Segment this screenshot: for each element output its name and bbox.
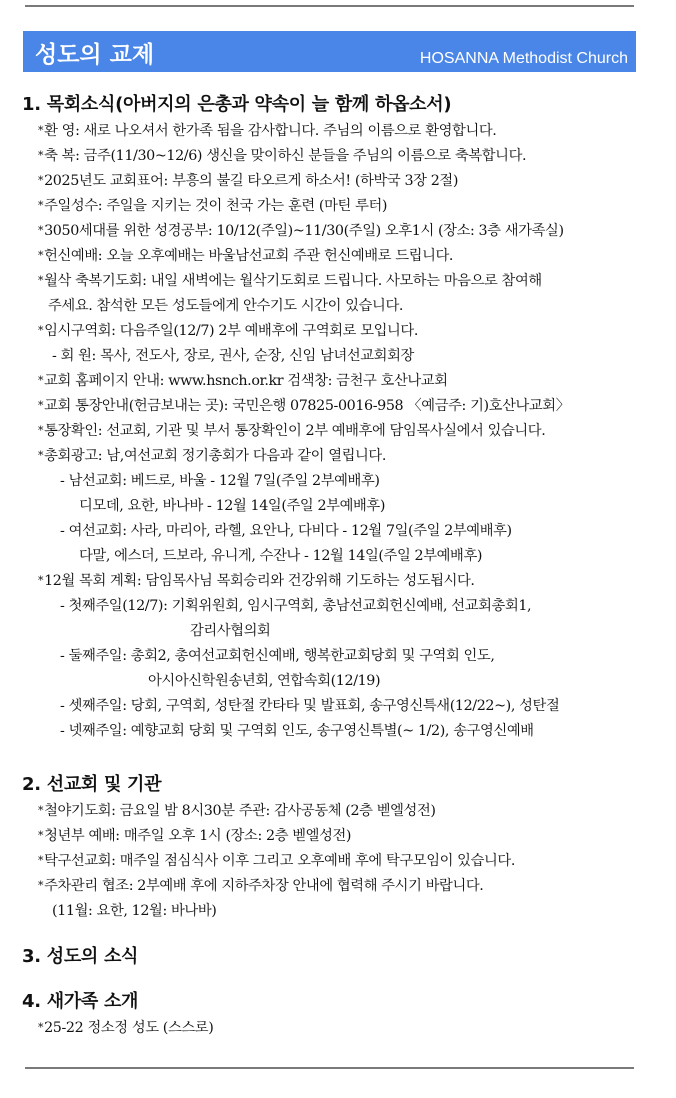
list-item: *교회 통장안내(헌금보내는 곳): 국민은행 07825-0016-958 〈예금주: 기)호산나교회〉: [38, 398, 570, 414]
bullet-icon: *: [38, 124, 44, 137]
section-title-new-family: 4. 새가족 소개: [22, 991, 139, 1012]
list-item: *주차관리 협조: 2부예배 후에 지하주차장 안내에 협력해 주시기 바랍니다.: [38, 878, 484, 894]
list-item-sub: - 여선교회: 사라, 마리아, 라헬, 요안나, 다비다 - 12월 7일(주일 2부예배후): [60, 523, 512, 539]
bullet-icon: *: [38, 574, 44, 587]
list-item: *통장확인: 선교회, 기관 및 부서 통장확인이 2부 예배후에 담임목사실에서 있습니다.: [38, 423, 546, 439]
bullet-icon: *: [38, 854, 44, 867]
list-item: *임시구역회: 다음주일(12/7) 2부 예배후에 구역회로 모입니다.: [38, 323, 418, 339]
list-item: *헌신예배: 오늘 오후예배는 바울남선교회 주관 헌신예배로 드립니다.: [38, 248, 454, 264]
bullet-icon: *: [38, 224, 44, 237]
banner-title: 성도의 교제: [35, 42, 155, 68]
list-item: *25-22 정소정 성도 (스스로): [38, 1020, 214, 1036]
bullet-icon: *: [38, 1021, 44, 1034]
list-item-sub: - 셋째주일: 당회, 구역회, 성탄절 칸타타 및 발표회, 송구영신특새(12/22~), 성탄절: [60, 698, 560, 714]
bottom-divider: [25, 1067, 634, 1069]
list-item: *철야기도회: 금요일 밤 8시30분 주관: 감사공동체 (2층 벧엘성전): [38, 803, 436, 819]
bullet-icon: *: [38, 174, 44, 187]
page-banner: [23, 31, 636, 72]
list-item-continuation: 감리사협의회: [190, 623, 271, 639]
bullet-icon: *: [38, 804, 44, 817]
list-item: *12월 목회 계획: 담임목사님 목회승리와 건강위해 기도하는 성도됩시다.: [38, 573, 475, 589]
list-item-continuation: 주세요. 참석한 모든 성도들에게 안수기도 시간이 있습니다.: [48, 298, 404, 314]
bullet-icon: *: [38, 199, 44, 212]
bullet-icon: *: [38, 399, 44, 412]
list-item-sub: - 회 원: 목사, 전도사, 장로, 권사, 순장, 신임 남녀선교회회장: [52, 348, 414, 364]
bullet-icon: *: [38, 374, 44, 387]
list-item-sub: - 둘째주일: 총회2, 총여선교회헌신예배, 행복한교회당회 및 구역회 인도,: [60, 648, 495, 664]
list-item: *2025년도 교회표어: 부흥의 불길 타오르게 하소서! (하박국 3장 2절): [38, 173, 459, 189]
list-item-sub: - 남선교회: 베드로, 바울 - 12월 7일(주일 2부예배후): [60, 473, 380, 489]
bullet-icon: *: [38, 879, 44, 892]
section-title-pastoral-news: 1. 목회소식(아버지의 은총과 약속이 늘 함께 하옵소서): [22, 94, 452, 115]
list-item: *환 영: 새로 나오셔서 한가족 됨을 감사합니다. 주님의 이름으로 환영합니다.: [38, 123, 497, 139]
list-item: *교회 홈페이지 안내: www.hsnch.or.kr 검색창: 금천구 호산나교회: [38, 373, 448, 389]
list-item-sub: - 첫째주일(12/7): 기획위원회, 임시구역회, 총남선교회헌신예배, 선교회총회1,: [60, 598, 532, 614]
church-name: HOSANNA Methodist Church: [419, 50, 628, 67]
list-item-continuation: (11월: 요한, 12월: 바나바): [52, 903, 217, 919]
list-item-continuation: 아시아신학원송년회, 연합속회(12/19): [148, 673, 381, 689]
bullet-icon: *: [38, 324, 44, 337]
list-item: *탁구선교회: 매주일 점심식사 이후 그리고 오후예배 후에 탁구모임이 있습니다.: [38, 853, 515, 869]
bullet-icon: *: [38, 424, 44, 437]
list-item: *총회광고: 남,여선교회 정기총회가 다음과 같이 열립니다.: [38, 448, 386, 464]
list-item: *3050세대를 위한 성경공부: 10/12(주일)~11/30(주일) 오후1시 (장소: 3층 새가족실): [38, 223, 564, 239]
bullet-icon: *: [38, 449, 44, 462]
bullet-icon: *: [38, 149, 44, 162]
section-title-member-news: 3. 성도의 소식: [22, 946, 139, 967]
bullet-icon: *: [38, 274, 44, 287]
list-item-continuation: 다말, 에스더, 드보라, 유니게, 수잔나 - 12월 14일(주일 2부예배후): [79, 548, 483, 564]
bullet-icon: *: [38, 249, 44, 262]
list-item: *주일성수: 주일을 지키는 것이 천국 가는 훈련 (마틴 루터): [38, 198, 388, 214]
bullet-icon: *: [38, 829, 44, 842]
list-item-continuation: 디모데, 요한, 바나바 - 12월 14일(주일 2부예배후): [79, 498, 385, 514]
list-item: *축 복: 금주(11/30~12/6) 생신을 맞이하신 분들을 주님의 이름으로 축복합니다.: [38, 148, 527, 164]
section-title-missions: 2. 선교회 및 기관: [22, 774, 162, 795]
top-divider: [25, 5, 634, 7]
list-item: *월삭 축복기도회: 내일 새벽에는 월삭기도회로 드립니다. 사모하는 마음으로 참여해: [38, 273, 542, 289]
list-item-sub: - 넷째주일: 예향교회 당회 및 구역회 인도, 송구영신특별(~ 1/2), 송구영신예배: [60, 723, 534, 739]
list-item: *청년부 예배: 매주일 오후 1시 (장소: 2층 벧엘성전): [38, 828, 352, 844]
